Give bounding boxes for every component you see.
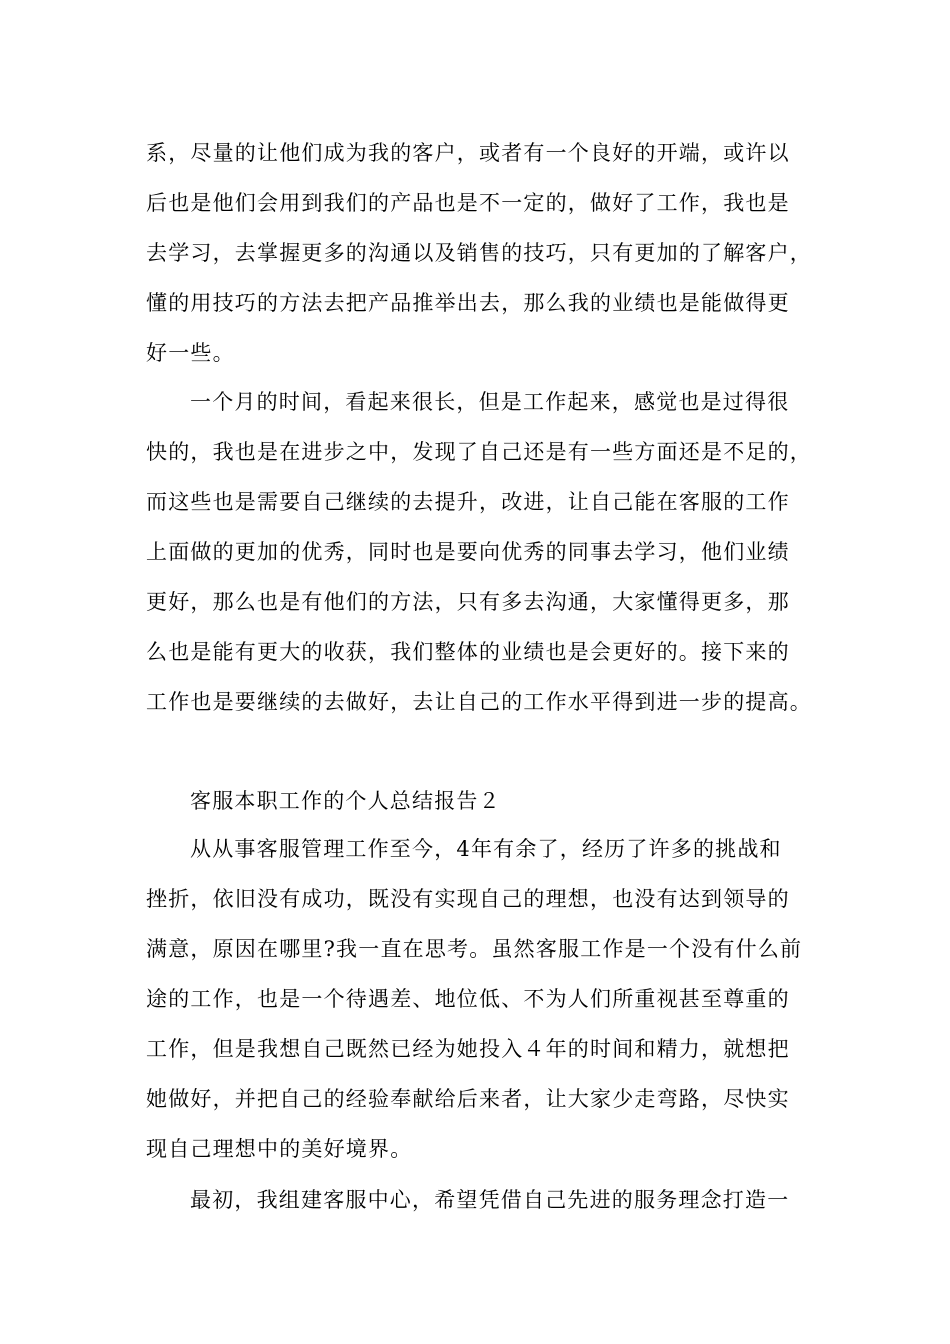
paragraph-line: 去学习，去掌握更多的沟通以及销售的技巧，只有更加的了解客户， [146,241,812,265]
paragraph-line: 现自己理想中的美好境界。 [146,1137,413,1161]
paragraph-line: 从从事客服管理工作至今，4年有余了，经历了许多的挑战和 [190,837,782,861]
paragraph-line: 懂的用技巧的方法去把产品推举出去，那么我的业绩也是能做得更 [146,291,790,315]
paragraph-line: 最初，我组建客服中心，希望凭借自己先进的服务理念打造一 [190,1188,790,1212]
paragraph-line: 好一些。 [146,341,235,365]
paragraph-line: 她做好，并把自己的经验奉献给后来者，让大家少走弯路，尽快实 [146,1087,790,1111]
paragraph-line: 挫折，依旧没有成功，既没有实现自己的理想，也没有达到领导的 [146,887,790,911]
paragraph-line: 满意，原因在哪里?我一直在思考。虽然客服工作是一个没有什么前 [146,937,803,961]
paragraph-line: 么也是能有更大的收获，我们整体的业绩也是会更好的。接下来的 [146,640,790,664]
paragraph-line: 一个月的时间，看起来很长，但是工作起来，感觉也是过得很 [190,390,790,414]
paragraph-line: 途的工作，也是一个待遇差、地位低、不为人们所重视甚至尊重的 [146,987,790,1011]
paragraph-line: 后也是他们会用到我们的产品也是不一定的，做好了工作，我也是 [146,191,790,215]
section-heading: 客服本职工作的个人总结报告２ [190,789,501,813]
paragraph-line: 工作也是要继续的去做好，去让自己的工作水平得到进一步的提高。 [146,690,812,714]
paragraph-line: 上面做的更加的优秀，同时也是要向优秀的同事去学习，他们业绩 [146,540,790,564]
paragraph-line: 系，尽量的让他们成为我的客户，或者有一个良好的开端，或许以 [146,141,790,165]
paragraph-line: 快的，我也是在进步之中，发现了自己还是有一些方面还是不足的， [146,440,812,464]
paragraph-line: 工作，但是我想自己既然已经为她投入４年的时间和精力，就想把 [146,1037,790,1061]
paragraph-line: 更好，那么也是有他们的方法，只有多去沟通，大家懂得更多，那 [146,590,790,614]
paragraph-line: 而这些也是需要自己继续的去提升，改进，让自己能在客服的工作 [146,490,790,514]
